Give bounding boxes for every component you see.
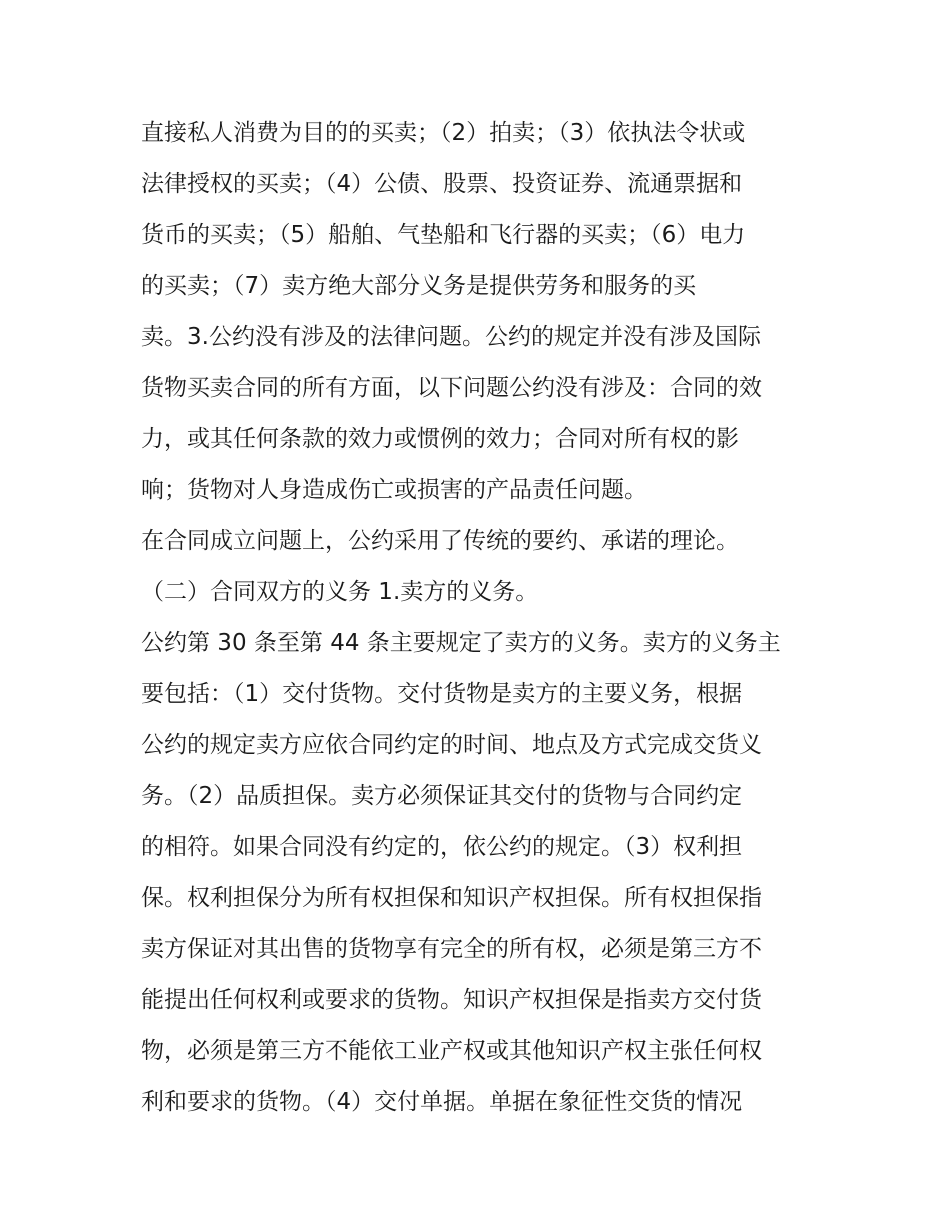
text-line-2: 法律授权的买卖；（4）公债、股票、投资证券、流通票据和 xyxy=(141,171,743,197)
text-line-10: （二）合同双方的义务 1.卖方的义务。 xyxy=(141,579,539,605)
body-text xyxy=(141,108,821,1128)
text-line-4: 的买卖；（7）卖方绝大部分义务是提供劳务和服务的买 xyxy=(141,273,697,299)
text-line-13: 公约的规定卖方应依合同约定的时间、地点及方式完成交货义 xyxy=(141,732,762,758)
text-line-1: 直接私人消费为目的的买卖；（2）拍卖；（3）依执法令状或 xyxy=(141,120,746,146)
text-line-12: 要包括：（1）交付货物。交付货物是卖方的主要义务，根据 xyxy=(141,681,743,707)
text-line-16: 保。权利担保分为所有权担保和知识产权担保。所有权担保指 xyxy=(141,885,762,911)
text-line-8: 响；货物对人身造成伤亡或损害的产品责任问题。 xyxy=(141,477,647,503)
text-line-3: 货币的买卖；（5）船舶、气垫船和飞行器的买卖；（6）电力 xyxy=(141,222,746,248)
text-line-14: 务。（2）品质担保。卖方必须保证其交付的货物与合同约定 xyxy=(141,783,743,809)
text-line-11: 公约第 30 条至第 44 条主要规定了卖方的义务。卖方的义务主 xyxy=(141,630,781,656)
text-line-17: 卖方保证对其出售的货物享有完全的所有权，必须是第三方不 xyxy=(141,936,762,962)
text-line-20: 利和要求的货物。（4）交付单据。单据在象征性交货的情况 xyxy=(141,1089,743,1115)
text-line-5: 卖。3.公约没有涉及的法律问题。公约的规定并没有涉及国际 xyxy=(141,324,761,350)
text-line-9: 在合同成立问题上，公约采用了传统的要约、承诺的理论。 xyxy=(141,528,739,554)
text-line-7: 力，或其任何条款的效力或惯例的效力；合同对所有权的影 xyxy=(141,426,739,452)
text-line-19: 物，必须是第三方不能依工业产权或其他知识产权主张任何权 xyxy=(141,1038,762,1064)
text-line-18: 能提出任何权利或要求的货物。知识产权担保是指卖方交付货 xyxy=(141,987,762,1013)
text-line-15: 的相符。如果合同没有约定的，依公约的规定。（3）权利担 xyxy=(141,834,743,860)
text-line-6: 货物买卖合同的所有方面，以下问题公约没有涉及：合同的效 xyxy=(141,375,762,401)
